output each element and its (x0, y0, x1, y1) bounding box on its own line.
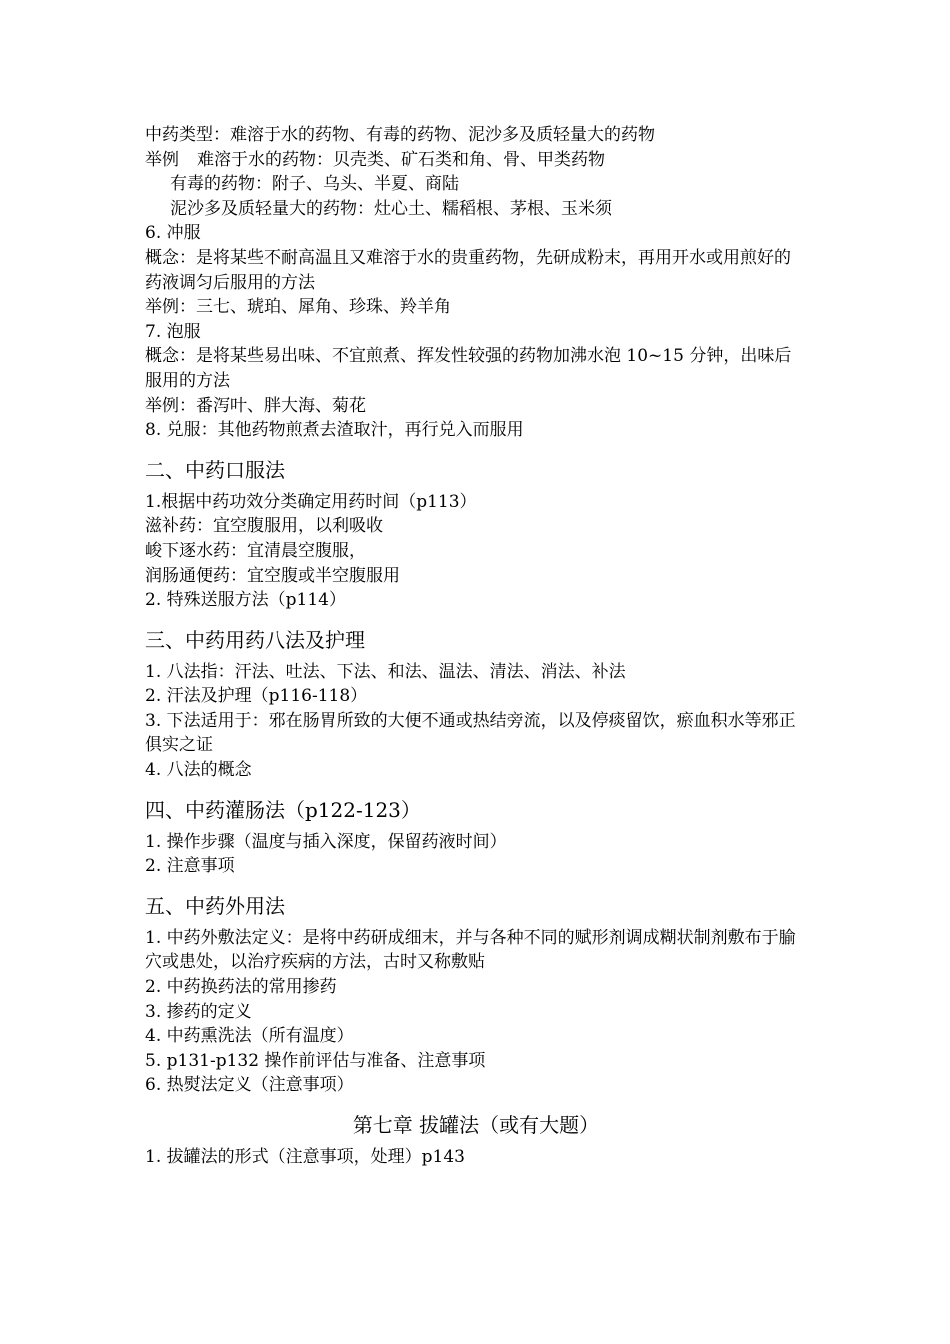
section-5-item: 5. p131-p132 操作前评估与准备、注意事项 (145, 1050, 486, 1071)
section-5-item: 3. 掺药的定义 (145, 1001, 252, 1022)
section-3-item: 4. 八法的概念 (145, 760, 252, 781)
insoluble-drugs-text: 难溶于水的药物：贝壳类、矿石类和角、骨、甲类药物 (197, 149, 605, 170)
item-7-heading: 7. 泡服 (145, 321, 201, 342)
muddy-drugs-line: 泥沙多及质轻量大的药物：灶心土、糯稻根、茅根、玉米须 (170, 198, 612, 219)
document-page (145, 123, 825, 1170)
section-2-item: 峻下逐水药：宜清晨空腹服， (145, 540, 366, 561)
section-2-heading: 二、中药口服法 (145, 457, 285, 482)
section-2-item: 滋补药：宜空腹服用，以利吸收 (145, 516, 383, 537)
section-5-heading: 五、中药外用法 (145, 893, 285, 918)
toxic-drugs-line: 有毒的药物：附子、乌头、半夏、商陆 (170, 174, 459, 195)
section-2-item: 2. 特殊送服方法（p114） (145, 590, 346, 611)
section-5-item: 4. 中药熏洗法（所有温度） (145, 1026, 354, 1047)
item-8-line: 8. 兑服：其他药物煎煮去渣取汁，再行兑入而服用 (145, 420, 524, 441)
section-4-heading: 四、中药灌肠法（p122-123） (145, 797, 421, 822)
item-7-concept: 概念：是将某些易出味、不宜煎煮、挥发性较强的药物加沸水泡 10~15 分钟，出味后服用的方法 (145, 346, 792, 391)
section-3-item: 1. 八法指：汗法、吐法、下法、和法、温法、清法、消法、补法 (145, 661, 626, 682)
section-5-item: 1. 中药外敷法定义：是将中药研成细末，并与各种不同的赋形剂调成糊状制剂敷布于腧穴或患处，以治疗疾病的方法，古时又称敷贴 (145, 927, 796, 973)
section-2-item: 润肠通便药：宜空腹或半空腹服用 (145, 565, 400, 586)
item-7-example: 举例：番泻叶、胖大海、菊花 (145, 395, 366, 416)
section-5-item: 2. 中药换药法的常用掺药 (145, 977, 337, 998)
section-5-item: 6. 热熨法定义（注意事项） (145, 1075, 354, 1096)
section-3-item: 2. 汗法及护理（p116-118） (145, 686, 368, 707)
section-3-heading: 三、中药用药八法及护理 (145, 627, 365, 652)
section-2-item: 1.根据中药功效分类确定用药时间（p113） (145, 491, 477, 512)
item-6-concept: 概念：是将某些不耐高温且又难溶于水的贵重药物，先研成粉末，再用开水或用煎好的药液调匀后服用的方法 (145, 247, 791, 293)
section-3-item: 3. 下法适用于：邪在肠胃所致的大便不通或热结旁流，以及停痰留饮，瘀血积水等邪正俱实之证 (145, 710, 796, 756)
chapter-7-item: 1. 拔罐法的形式（注意事项，处理）p143 (145, 1147, 465, 1167)
example-label: 举例 (145, 149, 179, 170)
item-6-example: 举例：三七、琥珀、犀角、珍珠、羚羊角 (145, 297, 451, 318)
drug-types-line: 中药类型：难溶于水的药物、有毒的药物、泥沙多及质轻量大的药物 (145, 125, 655, 145)
example-line-insoluble (145, 148, 825, 173)
section-4-item: 1. 操作步骤（温度与插入深度，保留药液时间） (145, 831, 507, 852)
item-6-heading: 6. 冲服 (145, 223, 201, 244)
section-4-item: 2. 注意事项 (145, 856, 235, 877)
chapter-7-heading: 第七章 拔罐法（或有大题） (352, 1113, 600, 1137)
